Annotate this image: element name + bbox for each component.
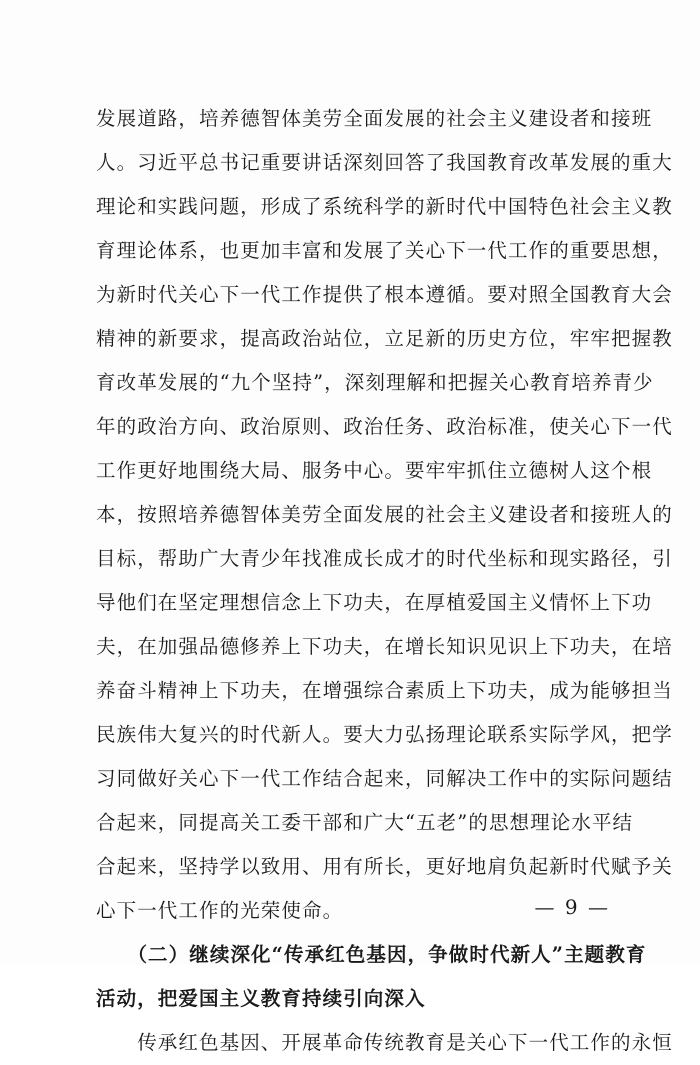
text-line: 心下一代工作的光荣使命。	[96, 899, 344, 922]
text-line: 传承红色基因、开展革命传统教育是关心下一代工作的永恒	[96, 1031, 673, 1054]
text-line: 导他们在坚定理想信念上下功夫，在厚植爱国主义情怀上下功	[96, 591, 653, 614]
text-line: 养奋斗精神上下功夫，在增强综合素质上下功夫，成为能够担当	[96, 679, 673, 702]
page-number: — 9 —	[534, 895, 610, 919]
text-line: 目标，帮助广大青少年找准成长成才的时代坐标和现实路径，引	[96, 547, 673, 570]
text-line: 习同做好关心下一代工作结合起来，同解决工作中的实际问题结	[96, 767, 673, 790]
text-line: 民族伟大复兴的时代新人。要大力弘扬理论联系实际学风，把学	[96, 723, 673, 746]
text-line: 育理论体系，也更加丰富和发展了关心下一代工作的重要思想，	[96, 239, 673, 262]
text-line: 育改革发展的“九个坚持”，深刻理解和把握关心教育培养青少	[96, 371, 654, 394]
text-line: 理论和实践问题，形成了系统科学的新时代中国特色社会主义教	[96, 195, 673, 218]
text-line: 工作更好地围绕大局、服务中心。要牢牢抓住立德树人这个根	[96, 459, 653, 482]
text-line: 发展道路，培养德智体美劳全面发展的社会主义建设者和接班	[96, 107, 653, 130]
text-line: 合起来，同提高关工委干部和广大“五老”的思想理论水平结	[96, 811, 634, 834]
text-line: 人。习近平总书记重要讲话深刻回答了我国教育改革发展的重大	[96, 151, 673, 174]
text-line: 本，按照培养德智体美劳全面发展的社会主义建设者和接班人的	[96, 503, 673, 526]
section-heading-line: 活动，把爱国主义教育持续引向深入	[96, 987, 426, 1010]
text-line: 夫，在加强品德修养上下功夫，在增长知识见识上下功夫，在培	[96, 635, 673, 658]
text-line: 精神的新要求，提高政治站位，立足新的历史方位，牢牢把握教	[96, 327, 673, 350]
body-text	[96, 97, 673, 1065]
text-line: 合起来，坚持学以致用、用有所长，更好地肩负起新时代赋予关	[96, 855, 673, 878]
section-heading-line: （二）继续深化“传承红色基因，争做时代新人”主题教育	[96, 943, 647, 966]
text-line: 年的政治方向、政治原则、政治任务、政治标准，使关心下一代	[96, 415, 673, 438]
text-line: 为新时代关心下一代工作提供了根本遵循。要对照全国教育大会	[96, 283, 673, 306]
